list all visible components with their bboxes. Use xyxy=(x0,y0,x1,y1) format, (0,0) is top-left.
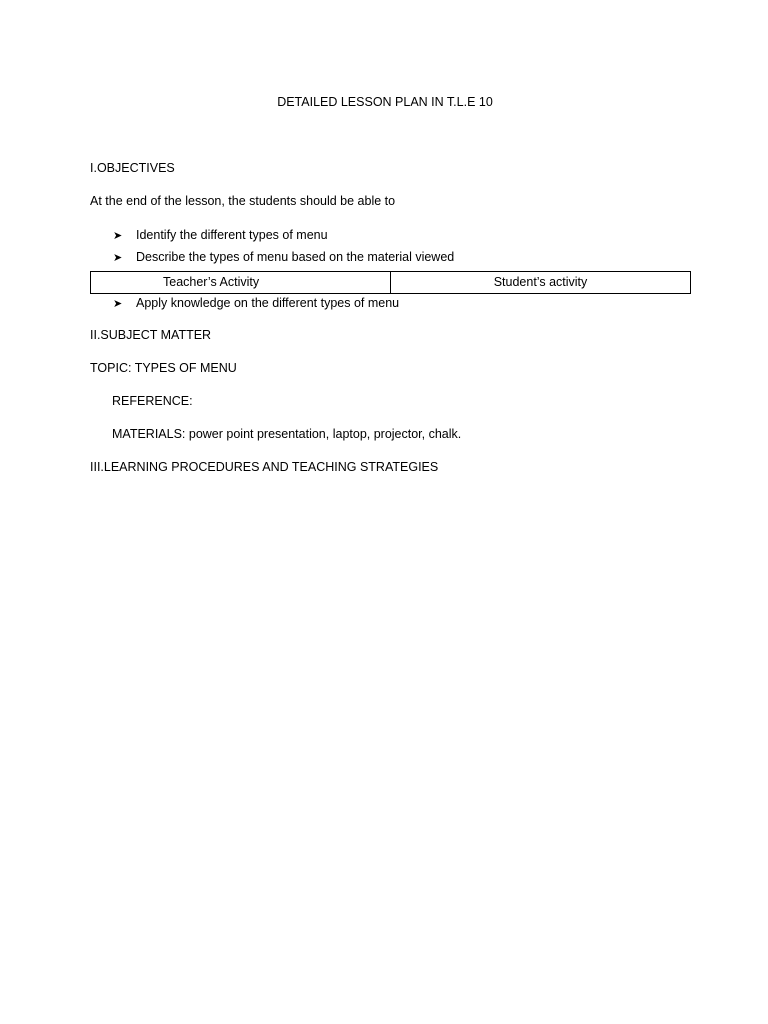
arrow-bullet-icon: ➤ xyxy=(113,298,123,310)
arrow-bullet-icon: ➤ xyxy=(113,252,123,264)
arrow-bullet-icon: ➤ xyxy=(113,230,123,242)
table-header-student-activity: Student’s activity xyxy=(493,275,588,289)
subject-matter-heading: II.SUBJECT MATTER xyxy=(90,328,212,342)
document-title: DETAILED LESSON PLAN IN T.L.E 10 xyxy=(277,95,493,109)
procedures-heading: III.LEARNING PROCEDURES AND TEACHING STRATEGIES xyxy=(90,460,439,474)
objectives-heading: I.OBJECTIVES xyxy=(90,161,175,175)
materials-line: MATERIALS: power point presentation, laptop, projector, chalk. xyxy=(112,427,462,441)
objectives-intro: At the end of the lesson, the students should be able to xyxy=(90,194,396,208)
activity-table xyxy=(90,271,691,294)
table-header-teacher-activity: Teacher’s Activity xyxy=(91,272,391,293)
objective-text: Identify the different types of menu xyxy=(136,228,328,242)
objective-text: Describe the types of menu based on the material viewed xyxy=(136,250,455,264)
topic-line: TOPIC: TYPES OF MENU xyxy=(90,361,237,375)
objective-text: Apply knowledge on the different types of menu xyxy=(136,296,400,310)
reference-line: REFERENCE: xyxy=(112,394,193,408)
